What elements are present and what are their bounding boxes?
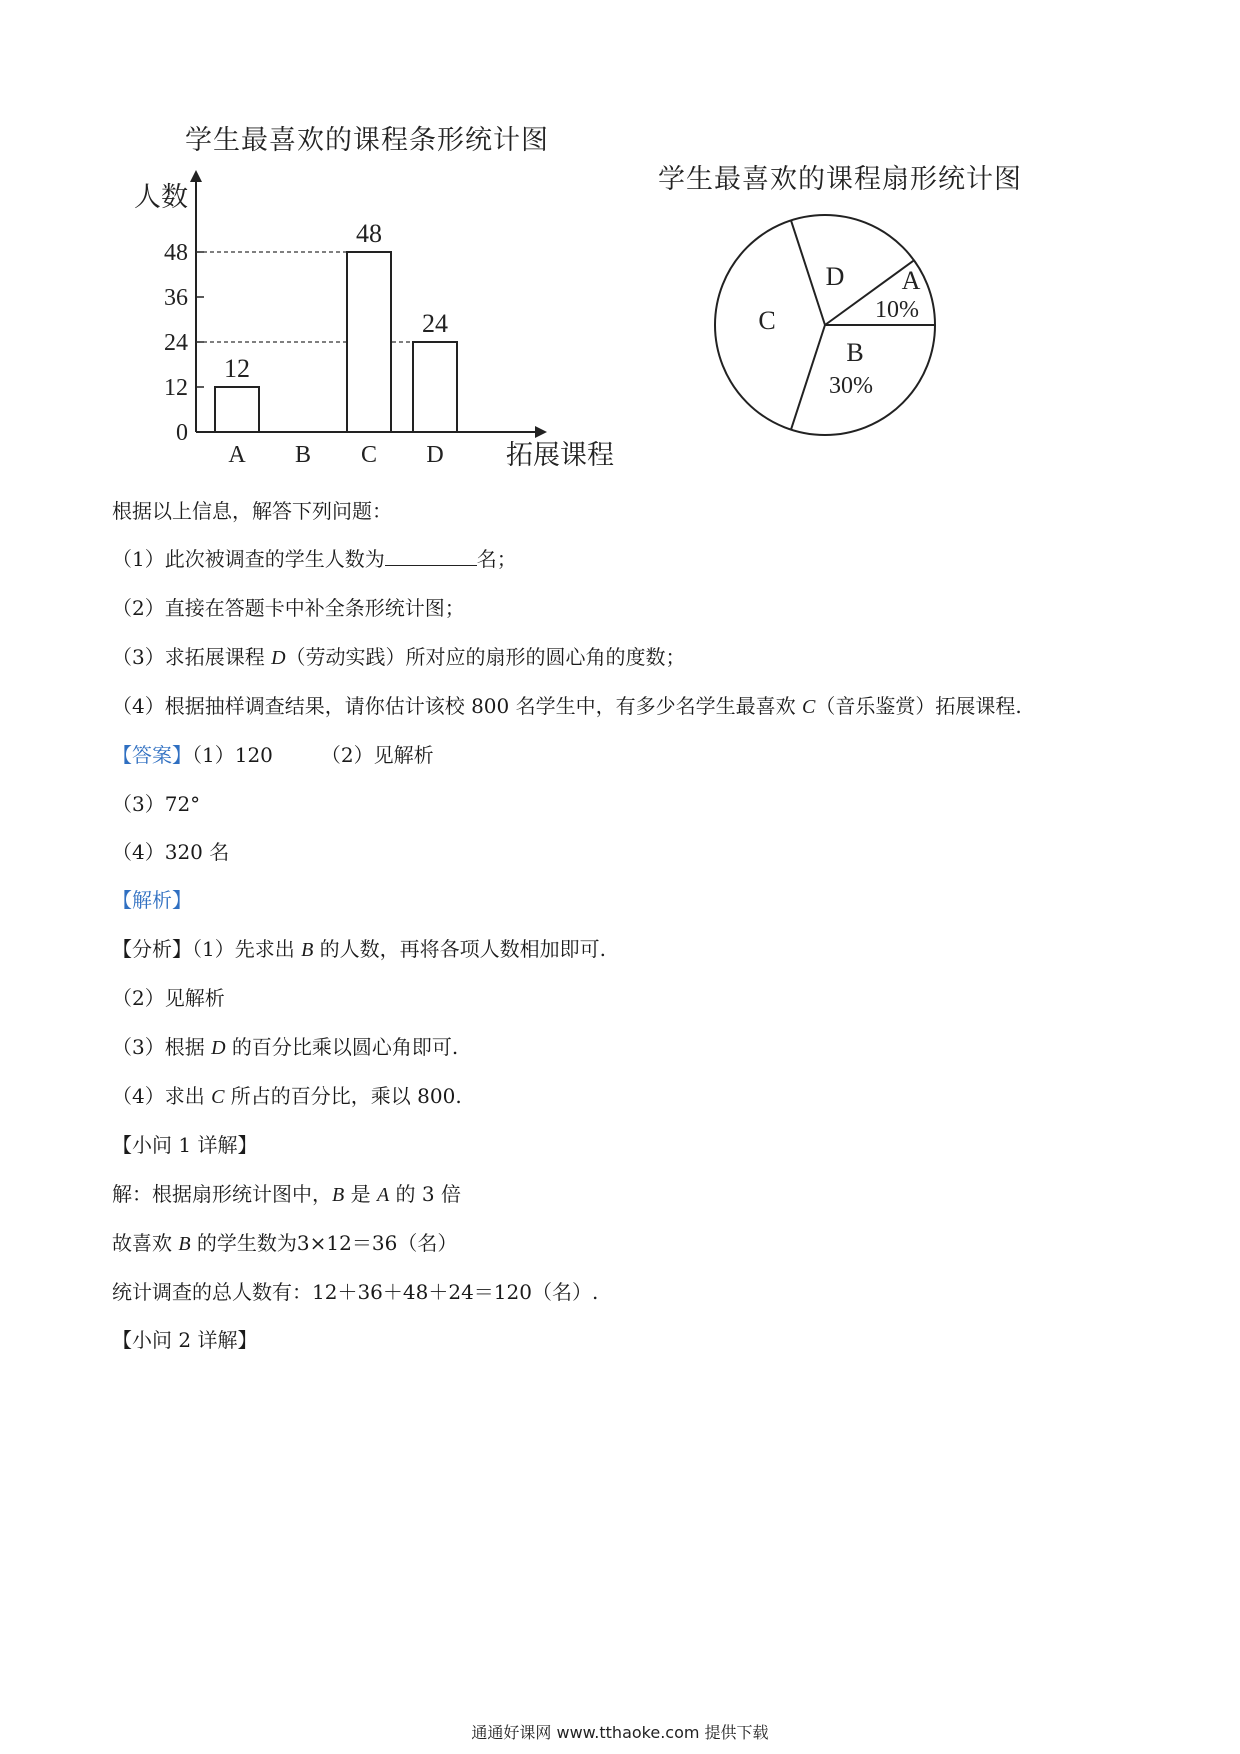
question-3-text: （3）求拓展课程 bbox=[112, 645, 272, 669]
analysis-2: （2）见解析 bbox=[112, 986, 225, 1010]
answer-3: （3）72° bbox=[112, 792, 201, 816]
solution-2-suffix: 的学生数为3×12＝36（名） bbox=[190, 1231, 458, 1255]
analysis-1 bbox=[112, 935, 606, 964]
pie-label-B: B bbox=[846, 338, 864, 367]
intro-text: 根据以上信息，解答下列问题： bbox=[112, 499, 392, 523]
variable-b: B bbox=[178, 1233, 191, 1255]
answer-tag: 【答案】 bbox=[112, 743, 192, 767]
question-1 bbox=[112, 545, 517, 573]
pie-chart bbox=[705, 205, 945, 445]
analysis-4-text: （4）求出 bbox=[112, 1084, 212, 1108]
question-1-suffix: 名； bbox=[476, 547, 517, 571]
answer-4: （4）320 名 bbox=[112, 840, 230, 864]
solution-1-mid: 是 bbox=[344, 1182, 377, 1206]
variable-d: D bbox=[271, 647, 286, 669]
bar-C bbox=[347, 252, 391, 432]
analysis-1-suffix: 的人数，再将各项人数相加即可. bbox=[313, 937, 607, 961]
bar-value-label-A: 12 bbox=[224, 354, 250, 383]
x-tick-label-B: B bbox=[294, 442, 312, 468]
y-tick-label-0: 0 bbox=[176, 420, 188, 446]
analysis-3 bbox=[112, 1033, 458, 1062]
bar-chart-title: 学生最喜欢的课程条形统计图 bbox=[185, 125, 549, 156]
bar-A bbox=[215, 387, 259, 432]
question-4-suffix: （音乐鉴赏）拓展课程. bbox=[815, 694, 1022, 718]
y-tick-label-24: 24 bbox=[164, 330, 188, 356]
subquestion-1-heading: 【小问 1 详解】 bbox=[112, 1133, 258, 1157]
pie-percent-B: 30% bbox=[829, 373, 873, 399]
analysis-1-text: 【分析】（1）先求出 bbox=[112, 937, 302, 961]
analysis-3-suffix: 的百分比乘以圆心角即可. bbox=[225, 1035, 459, 1059]
y-axis-arrow bbox=[190, 170, 202, 182]
x-tick-label-A: A bbox=[228, 442, 246, 468]
y-tick-label-36: 36 bbox=[164, 285, 188, 311]
answer-2: （2）见解析 bbox=[320, 743, 434, 767]
subquestion-2-heading: 【小问 2 详解】 bbox=[112, 1328, 258, 1352]
pie-chart-title: 学生最喜欢的课程扇形统计图 bbox=[658, 164, 1022, 195]
solution-1-text: 解：根据扇形统计图中， bbox=[112, 1182, 332, 1206]
solution-line-2 bbox=[112, 1229, 457, 1258]
solution-1-suffix: 的 3 倍 bbox=[389, 1182, 461, 1206]
question-4 bbox=[112, 692, 1022, 721]
variable-c: C bbox=[801, 696, 816, 718]
y-axis-title: 人数 bbox=[134, 182, 188, 213]
bar-value-label-C: 48 bbox=[356, 219, 382, 248]
y-tick-label-12: 12 bbox=[164, 375, 188, 401]
answer-1: （1）120 bbox=[192, 743, 273, 767]
analysis-4 bbox=[112, 1082, 462, 1111]
variable-b: B bbox=[332, 1184, 345, 1206]
question-1-text: （1）此次被调查的学生人数为 bbox=[112, 547, 385, 571]
pie-percent-A: 10% bbox=[875, 297, 919, 323]
answer-blank bbox=[385, 547, 477, 566]
variable-a: A bbox=[376, 1184, 390, 1206]
question-3-suffix: （劳动实践）所对应的扇形的圆心角的度数； bbox=[285, 645, 686, 669]
x-tick-label-D: D bbox=[426, 442, 444, 468]
answer-line bbox=[112, 741, 434, 769]
pie-label-C: C bbox=[758, 306, 776, 335]
y-tick-label-48: 48 bbox=[164, 240, 188, 266]
variable-b: B bbox=[301, 939, 314, 961]
question-4-text: （4）根据抽样调查结果，请你估计该校 800 名学生中，有多少名学生最喜欢 bbox=[112, 694, 802, 718]
variable-d: D bbox=[211, 1037, 226, 1059]
bar-chart bbox=[110, 170, 650, 480]
solution-line-3: 统计调查的总人数有：12＋36＋48＋24＝120（名）. bbox=[112, 1280, 599, 1304]
analysis-4-suffix: 所占的百分比，乘以 800. bbox=[224, 1084, 462, 1108]
variable-c: C bbox=[211, 1086, 225, 1108]
pie-label-D: D bbox=[825, 262, 845, 291]
solution-line-1 bbox=[112, 1180, 461, 1209]
solution-2-text: 故喜欢 bbox=[112, 1231, 179, 1255]
bar-D bbox=[413, 342, 457, 432]
question-3 bbox=[112, 643, 686, 672]
page-footer: 通通好课网 www.tthaoke.com 提供下载 bbox=[471, 1723, 769, 1742]
pie-label-A: A bbox=[901, 266, 921, 295]
x-tick-label-C: C bbox=[360, 442, 378, 468]
x-axis-title: 拓展课程 bbox=[506, 440, 614, 471]
x-axis-arrow bbox=[535, 426, 547, 438]
question-2: （2）直接在答题卡中补全条形统计图； bbox=[112, 596, 465, 620]
analysis-tag: 【解析】 bbox=[112, 888, 192, 912]
analysis-3-text: （3）根据 bbox=[112, 1035, 212, 1059]
bar-value-label-D: 24 bbox=[422, 309, 448, 338]
